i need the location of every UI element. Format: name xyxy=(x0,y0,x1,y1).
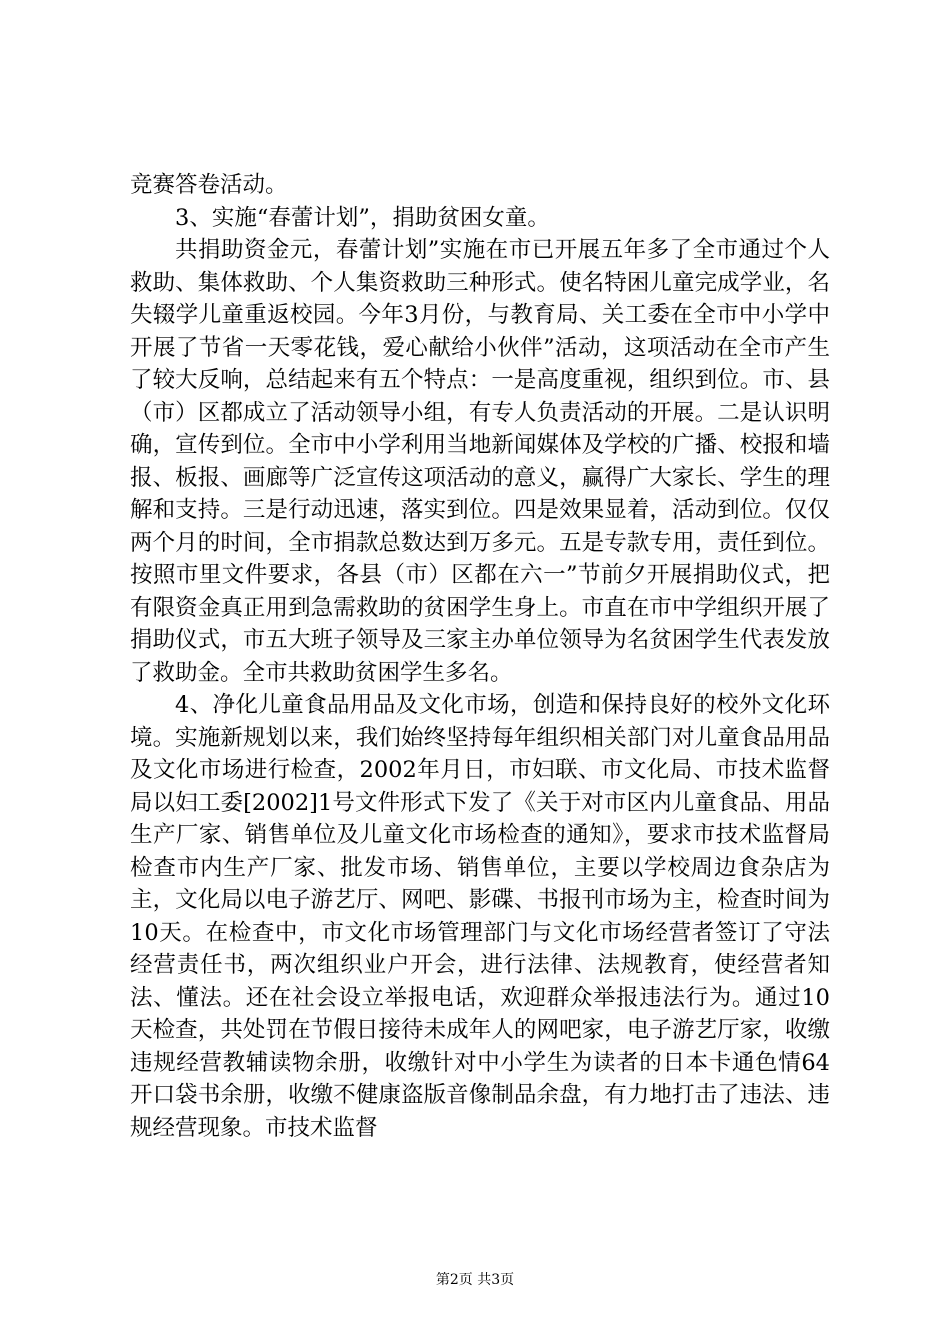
page-footer xyxy=(0,1271,950,1289)
paragraph-continuation: 竞赛答卷活动。 xyxy=(130,172,288,198)
document-body xyxy=(130,169,830,1144)
paragraph-section-3-heading: 3、实施“春蕾计划”，捐助贫困女童。 xyxy=(175,204,550,231)
page-number-label: 第2页 共3页 xyxy=(435,1272,515,1288)
paragraph-section-4: 4、净化儿童食品用品及文化市场，创造和保持良好的校外文化环境。实施新规划以来，我们始终坚持每年组织相关部门对儿童食品用品及文化市场进行检查，2002年月日，市妇联、市文化局、市技术监督局以妇工委[2002]1号文件形式下发了《关于对市区内儿童食品、用品生产厂家、销售单位及儿童文化市场检查的通知》，要求市技术监督局检查市内生产厂家、批发市场、销售单位，主要以学校周边食杂店为主，文化局以电子游艺厅、网吧、影碟、书报刊市场为主，检查时间为10天。在检查中，市文化市场管理部门与文化市场经营者签订了守法经营责任书，两次组织业户开会，进行法律、法规教育，使经营者知法、懂法。还在社会设立举报电话，欢迎群众举报违法行为。通过10天检查，共处罚在节假日接待未成年人的网吧家，电子游艺厅家，收缴违规经营教辅读物余册，收缴针对中小学生为读者的日本卡通色情64开口袋书余册，收缴不健康盗版音像制品余盘，有力地打击了违法、违规经营现象。市技术监督 xyxy=(130,692,830,1141)
paragraph-spring-bud-plan: 共捐助资金元，春蕾计划”实施在市已开展五年多了全市通过个人救助、集体救助、个人集资救助三种形式。使名特困儿童完成学业，名失辍学儿童重返校园。今年3月份，与教育局、关工委在全市中小学中开展了节省一天零花钱，爱心献给小伙伴”活动，这项活动在全市产生了较大反响，总结起来有五个特点：一是高度重视，组织到位。市、县（市）区都成立了活动领导小组，有专人负责活动的开展。二是认识明确，宣传到位。全市中小学利用当地新闻媒体及学校的广播、校报和墙报、板报、画廊等广泛宣传这项活动的意义，赢得广大家长、学生的理解和支持。三是行动迅速，落实到位。四是效果显着，活动到位。仅仅两个月的时间，全市捐款总数达到万多元。五是专款专用，责任到位。按照市里文件要求，各县（市）区都在六一”节前夕开展捐助仪式，把有限资金真正用到急需救助的贫困学生身上。市直在市中学组织开展了捐助仪式，市五大班子领导及三家主办单位领导为名贫困学生代表发放了救助金。全市共救助贫困学生多名。 xyxy=(130,237,830,686)
